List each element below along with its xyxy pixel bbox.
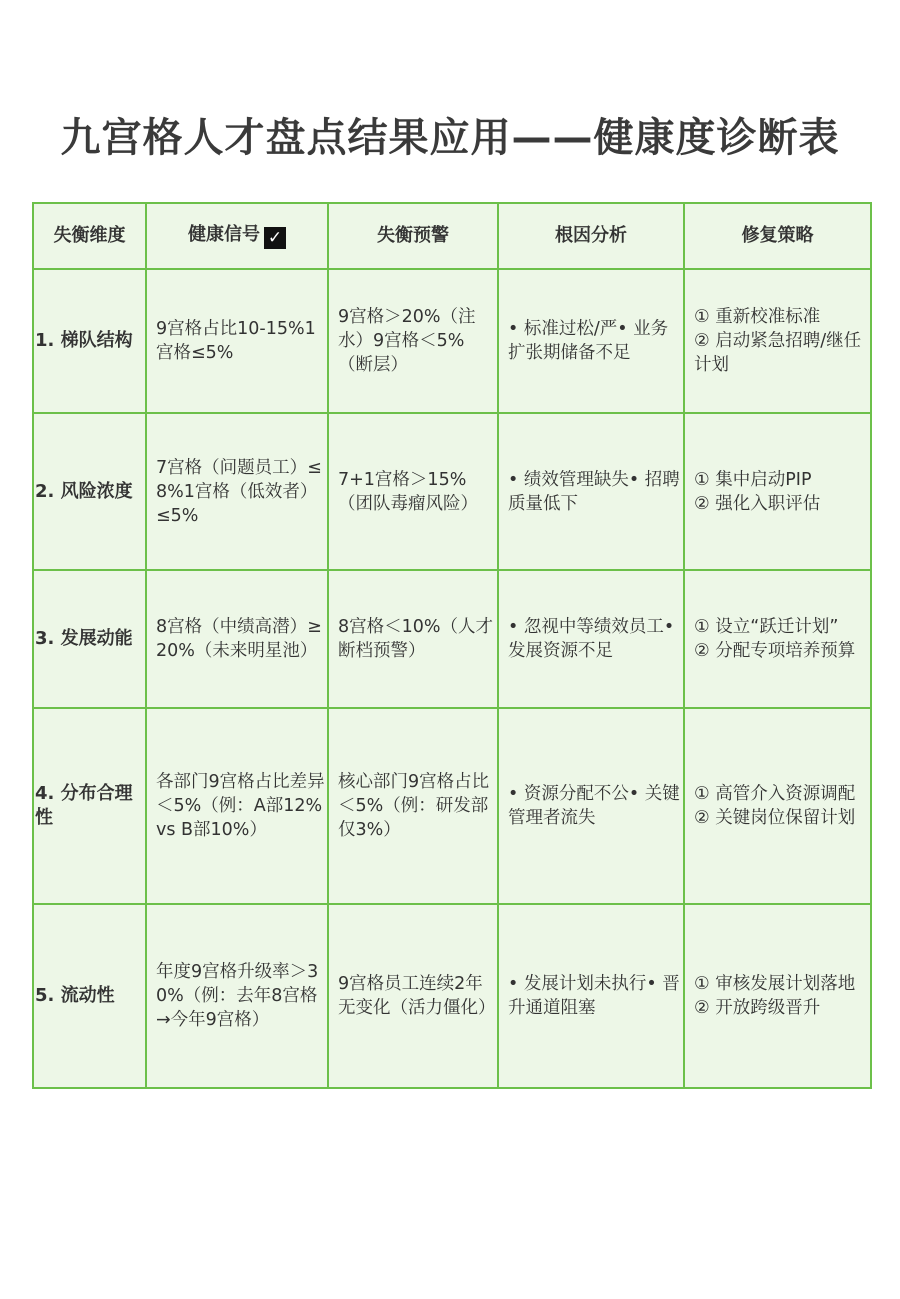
table-row <box>33 413 871 570</box>
header-signal <box>146 203 328 269</box>
table-row <box>33 570 871 708</box>
cell-signal: 8宫格（中绩高潜）≥20%（未来明星池） <box>146 570 328 708</box>
strategy-line: ② 启动紧急招聘/继任计划 <box>694 331 862 375</box>
cell-dimension: 2. 风险浓度 <box>33 413 146 570</box>
table-row <box>33 904 871 1088</box>
cell-signal: 7宫格（问题员工）≤8%1宫格（低效者）≤5% <box>146 413 328 570</box>
cell-warning: 9宫格＞20%（注水）9宫格＜5%（断层） <box>328 269 498 413</box>
cell-strategy <box>684 413 871 570</box>
cell-signal: 年度9宫格升级率＞30%（例：去年8宫格→今年9宫格） <box>146 904 328 1088</box>
cell-signal: 各部门9宫格占比差异＜5%（例：A部12% vs B部10%） <box>146 708 328 904</box>
cell-dimension: 5. 流动性 <box>33 904 146 1088</box>
cell-dimension: 1. 梯队结构 <box>33 269 146 413</box>
strategy-line: ① 设立“跃迁计划” <box>694 617 839 637</box>
cell-dimension: 4. 分布合理性 <box>33 708 146 904</box>
page-title: 九宫格人才盘点结果应用——健康度诊断表 <box>60 115 840 161</box>
cell-warning: 7+1宫格＞15%（团队毒瘤风险） <box>328 413 498 570</box>
cell-strategy <box>684 904 871 1088</box>
strategy-line: ① 高管介入资源调配② 关键岗位保留计划 <box>694 784 856 828</box>
cell-cause: • 标准过松/严• 业务扩张期储备不足 <box>498 269 684 413</box>
header-cause <box>498 203 684 269</box>
cell-cause: • 发展计划未执行• 晋升通道阻塞 <box>498 904 684 1088</box>
table-header-row <box>33 203 871 269</box>
strategy-line: ① 集中启动PIP <box>694 469 812 490</box>
header-warning <box>328 203 498 269</box>
cell-strategy <box>684 708 871 904</box>
header-warning-label: 失衡预警 <box>377 225 449 246</box>
strategy-line: ① 审核发展计划落地② 开放跨级晋升 <box>694 974 856 1018</box>
strategy-line: ① 重新校准标准 <box>694 307 821 327</box>
cell-warning: 8宫格＜10%（人才断档预警） <box>328 570 498 708</box>
cell-warning: 9宫格员工连续2年无变化（活力僵化） <box>328 904 498 1088</box>
cell-strategy <box>684 570 871 708</box>
table-row <box>33 708 871 904</box>
cell-cause: • 忽视中等绩效员工• 发展资源不足 <box>498 570 684 708</box>
checkmark-icon: ✓ <box>264 227 286 249</box>
cell-strategy <box>684 269 871 413</box>
cell-cause: • 资源分配不公• 关键管理者流失 <box>498 708 684 904</box>
strategy-line: ② 分配专项培养预算 <box>694 641 856 661</box>
strategy-line: ② 强化入职评估 <box>694 493 821 514</box>
header-strategy-label: 修复策略 <box>741 225 814 246</box>
cell-cause: • 绩效管理缺失• 招聘质量低下 <box>498 413 684 570</box>
cell-warning: 核心部门9宫格占比＜5%（例：研发部仅3%） <box>328 708 498 904</box>
header-signal-label: 健康信号 <box>188 224 260 245</box>
header-strategy <box>684 203 871 269</box>
cell-dimension: 3. 发展动能 <box>33 570 146 708</box>
header-dimension-label: 失衡维度 <box>53 225 126 246</box>
health-diagnosis-table <box>32 202 872 1089</box>
table-row <box>33 269 871 413</box>
cell-signal: 9宫格占比10-15%1宫格≤5% <box>146 269 328 413</box>
header-cause-label: 根因分析 <box>555 225 627 246</box>
header-dimension <box>33 203 146 269</box>
